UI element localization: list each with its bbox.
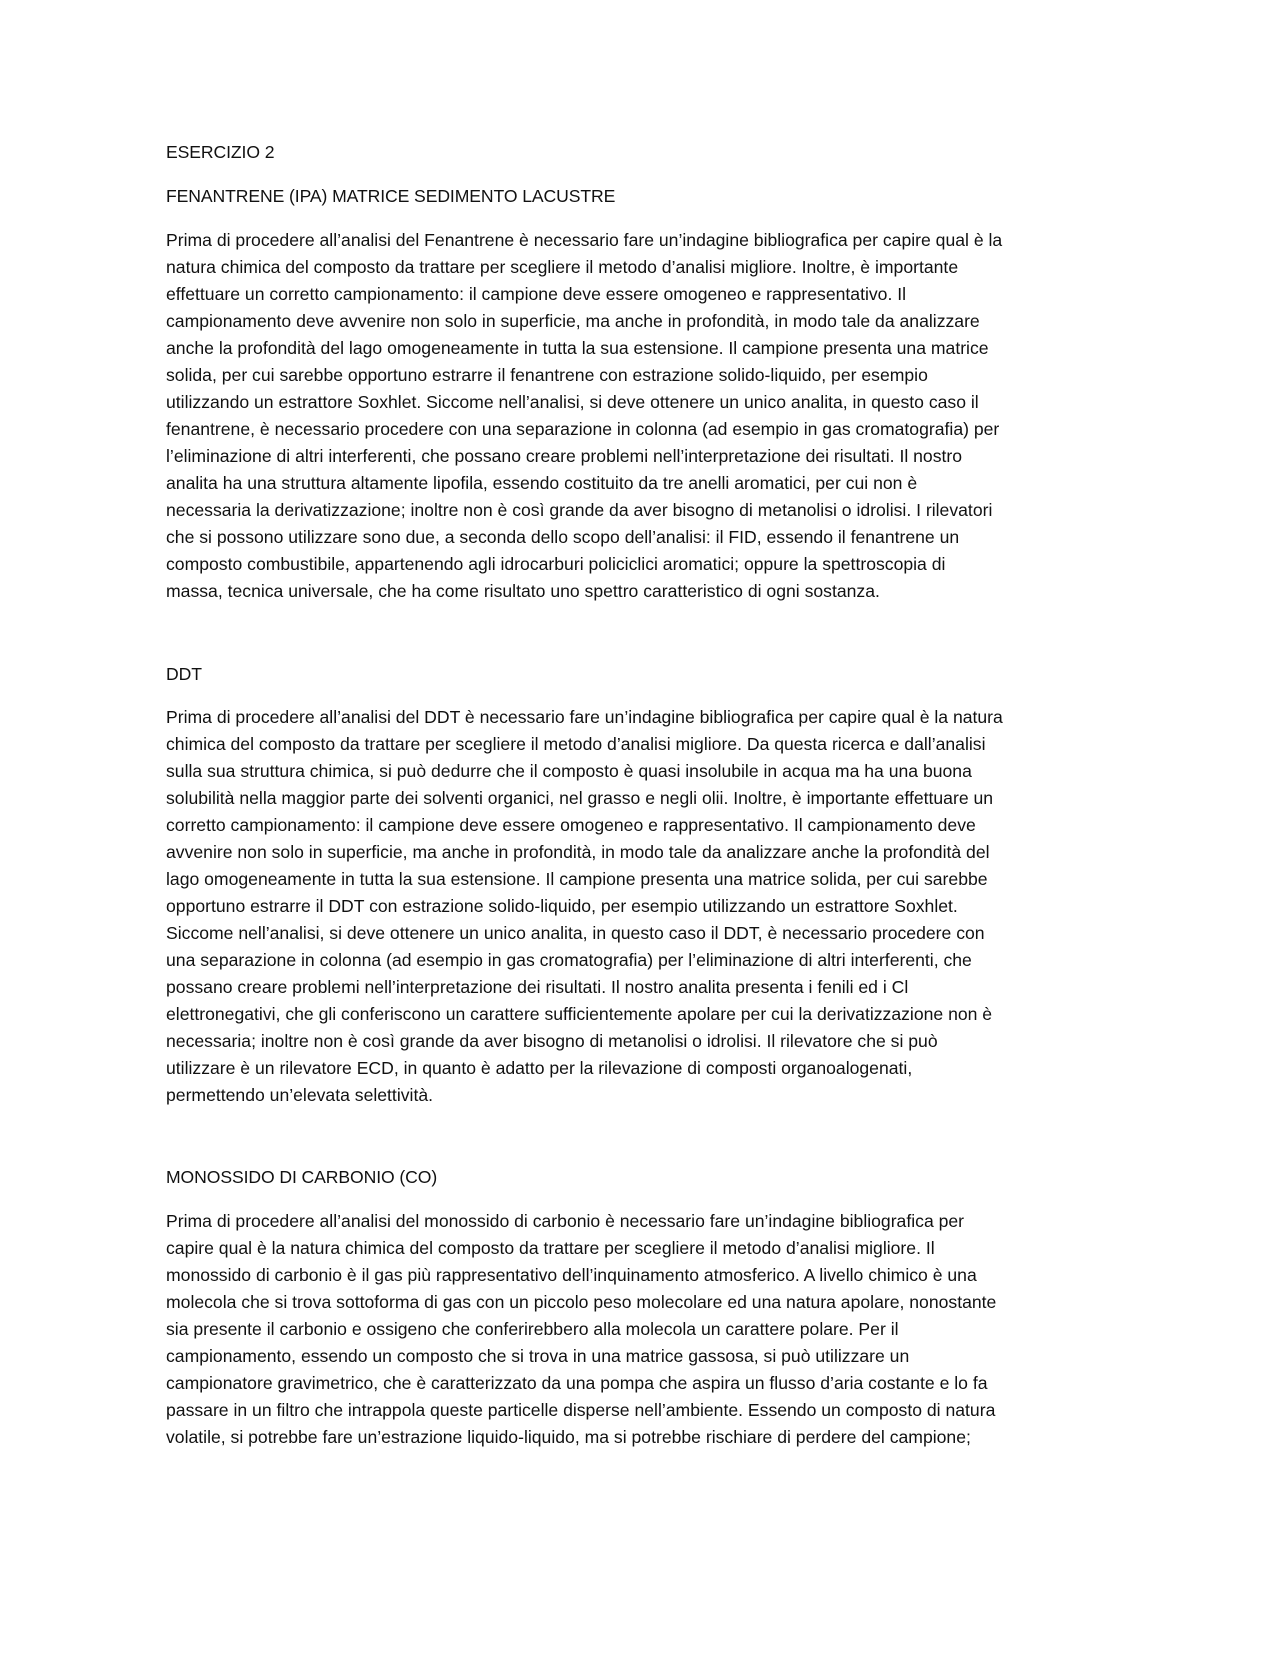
section-heading-ddt: DDT xyxy=(166,664,202,684)
paragraph-line: campionamento, essendo un composto che si trova in una matrice gassosa, si può utilizzare un xyxy=(166,1346,910,1366)
paragraph-line: Prima di procedere all’analisi del DDT è necessario fare un’indagine bibliografica per capire qual è la natura xyxy=(166,707,1003,727)
paragraph-line: passare in un filtro che intrappola queste particelle disperse nell’ambiente. Essendo un composto di natura xyxy=(166,1400,996,1420)
paragraph-line: permettendo un’elevata selettività. xyxy=(166,1085,433,1105)
section-heading-fenantrene: FENANTRENE (IPA) MATRICE SEDIMENTO LACUSTRE xyxy=(166,186,616,206)
paragraph-line: natura chimica del composto da trattare per scegliere il metodo d’analisi migliore. Inoltre, è importante xyxy=(166,257,959,277)
paragraph-line: chimica del composto da trattare per scegliere il metodo d’analisi migliore. Da questa ricerca e dall’analisi xyxy=(166,734,986,754)
paragraph-line: sulla sua struttura chimica, si può dedurre che il composto è quasi insolubile in acqua ma ha una buona xyxy=(166,761,972,781)
paragraph-line: avvenire non solo in superficie, ma anche in profondità, in modo tale da analizzare anche la profondità del xyxy=(166,842,990,862)
paragraph-line: monossido di carbonio è il gas più rappresentativo dell’inquinamento atmosferico. A livello chimico è una xyxy=(166,1265,977,1285)
paragraph-line: elettronegativi, che gli conferiscono un carattere sufficientemente apolare per cui la derivatizzazione non è xyxy=(166,1004,993,1024)
paragraph-line: opportuno estrarre il DDT con estrazione solido-liquido, per esempio utilizzando un estrattore Soxhlet. xyxy=(166,896,958,916)
paragraph-line: massa, tecnica universale, che ha come risultato uno spettro caratteristico di ogni sostanza. xyxy=(166,581,880,601)
paragraph-line: campionamento deve avvenire non solo in superficie, ma anche in profondità, in modo tale da analizzare xyxy=(166,311,980,331)
paragraph-line: utilizzare è un rilevatore ECD, in quanto è adatto per la rilevazione di composti organoalogenati, xyxy=(166,1058,913,1078)
paragraph-line: anche la profondità del lago omogeneamente in tutta la sua estensione. Il campione presenta una matrice xyxy=(166,338,989,358)
paragraph-line: corretto campionamento: il campione deve essere omogeneo e rappresentativo. Il campionamento deve xyxy=(166,815,976,835)
paragraph-line: solida, per cui sarebbe opportuno estrarre il fenantrene con estrazione solido-liquido, per esempio xyxy=(166,365,928,385)
paragraph-line: campionatore gravimetrico, che è caratterizzato da una pompa che aspira un flusso d’aria costante e lo fa xyxy=(166,1373,988,1393)
paragraph-line: una separazione in colonna (ad esempio in gas cromatografia) per l’eliminazione di altri interferenti, che xyxy=(166,950,972,970)
paragraph-line: che si possono utilizzare sono due, a seconda dello scopo dell’analisi: il FID, essendo il fenantrene un xyxy=(166,527,960,547)
document-title: ESERCIZIO 2 xyxy=(166,142,275,162)
section-heading-co: MONOSSIDO DI CARBONIO (CO) xyxy=(166,1167,438,1187)
paragraph-line: analita ha una struttura altamente lipofila, essendo costituito da tre anelli aromatici, per cui non è xyxy=(166,473,918,493)
paragraph-line: Siccome nell’analisi, si deve ottenere un unico analita, in questo caso il DDT, è necessario procedere con xyxy=(166,923,985,943)
paragraph-line: sia presente il carbonio e ossigeno che conferirebbero alla molecola un carattere polare. Per il xyxy=(166,1319,899,1339)
paragraph-line: utilizzando un estrattore Soxhlet. Siccome nell’analisi, si deve ottenere un unico analita, in questo caso il xyxy=(166,392,979,412)
paragraph-line: effettuare un corretto campionamento: il campione deve essere omogeneo e rappresentativo. Il xyxy=(166,284,907,304)
paragraph-line: capire qual è la natura chimica del composto da trattare per scegliere il metodo d’analisi migliore. Il xyxy=(166,1238,935,1258)
paragraph-line: lago omogeneamente in tutta la sua estensione. Il campione presenta una matrice solida, per cui sarebbe xyxy=(166,869,988,889)
paragraph-line: molecola che si trova sottoforma di gas con un piccolo peso molecolare ed una natura apolare, nonostante xyxy=(166,1292,997,1312)
paragraph-line: necessaria; inoltre non è così grande da aver bisogno di metanolisi o idrolisi. Il rilevatore che si può xyxy=(166,1031,938,1051)
paragraph-line: solubilità nella maggior parte dei solventi organici, nel grasso e negli olii. Inoltre, è importante effettuare un xyxy=(166,788,994,808)
paragraph-line: composto combustibile, appartenendo agli idrocarburi policiclici aromatici; oppure la spettroscopia di xyxy=(166,554,946,574)
paragraph-line: fenantrene, è necessario procedere con una separazione in colonna (ad esempio in gas cromatografia) per xyxy=(166,419,1000,439)
paragraph-line: volatile, si potrebbe fare un’estrazione liquido-liquido, ma si potrebbe rischiare di perdere del campione; xyxy=(166,1427,971,1447)
paragraph-line: necessaria la derivatizzazione; inoltre non è così grande da aver bisogno di metanolisi o idrolisi. I rilevatori xyxy=(166,500,993,520)
paragraph-line: Prima di procedere all’analisi del monossido di carbonio è necessario fare un’indagine bibliografica per xyxy=(166,1211,965,1231)
paragraph-line: possano creare problemi nell’interpretazione dei risultati. Il nostro analita presenta i fenili ed i Cl xyxy=(166,977,909,997)
paragraph-line: Prima di procedere all’analisi del Fenantrene è necessario fare un’indagine bibliografica per capire qual è la xyxy=(166,230,1003,250)
paragraph-line: l’eliminazione di altri interferenti, che possano creare problemi nell’interpretazione dei risultati. Il nostro xyxy=(166,446,963,466)
